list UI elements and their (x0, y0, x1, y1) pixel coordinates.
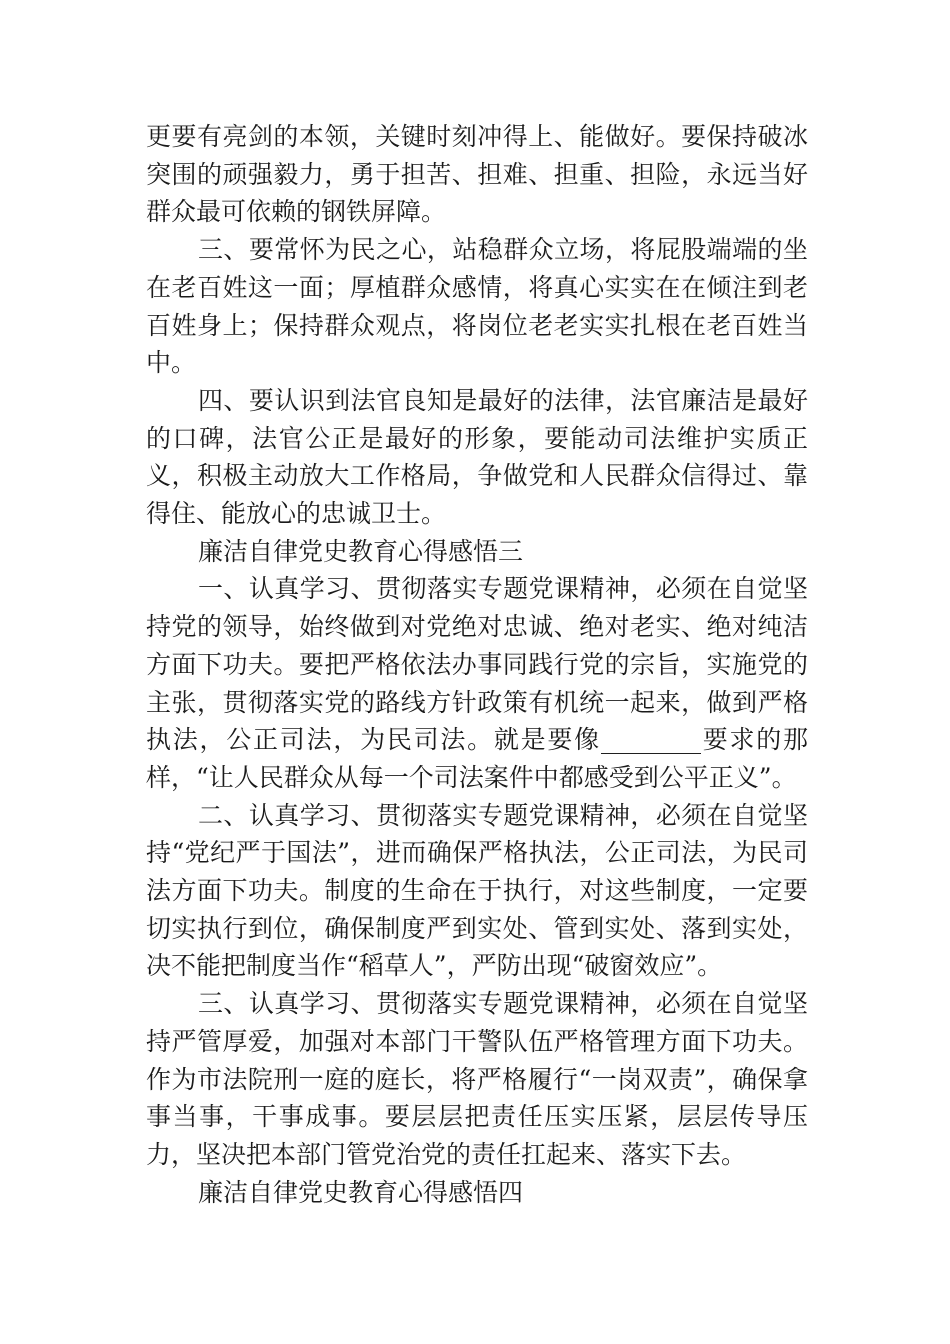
section-heading-three: 廉洁自律党史教育心得感悟三 (198, 536, 524, 566)
paragraph-section3-point-two: 二、认真学习、贯彻落实专题党课精神，必须在自觉坚持“党纪严于国法”，进而确保严格执法，公正司法，为民司法方面下功夫。制度的生命在于执行，对这些制度，一定要切实执行到位，确保制度严到实处、管到实处、落到实处，决不能把制度当作“稻草人”，严防出现“破窗效应”。 (146, 800, 808, 981)
document-body (146, 118, 808, 1211)
paragraph-continuation: 更要有亮剑的本领，关键时刻冲得上、能做好。要保持破冰突围的顽强毅力，勇于担苦、担难、担重、担险，永远当好群众最可依赖的钢铁屏障。 (146, 122, 808, 227)
paragraph-point-three: 三、要常怀为民之心，站稳群众立场，将屁股端端的坐在老百姓这一面；厚植群众感情，将真心实实在在倾注到老百姓身上；保持群众观点，将岗位老老实实扎根在老百姓当中。 (146, 235, 808, 378)
section-heading-four: 廉洁自律党史教育心得感悟四 (198, 1177, 524, 1207)
paragraph-section3-point-three: 三、认真学习、贯彻落实专题党课精神，必须在自觉坚持严管厚爱，加强对本部门干警队伍严格管理方面下功夫。作为市法院刑一庭的庭长，将严格履行“一岗双责”，确保拿事当事，干事成事。要层层把责任压实压紧，层层传导压力，坚决把本部门管党治党的责任扛起来、落实下去。 (146, 989, 808, 1169)
paragraph-point-four: 四、要认识到法官良知是最好的法律，法官廉洁是最好的口碑，法官公正是最好的形象，要能动司法维护实质正义，积极主动放大工作格局，争做党和人民群众信得过、靠得住、能放心的忠诚卫士。 (146, 385, 808, 529)
paragraph-section3-point-one: 一、认真学习、贯彻落实专题党课精神，必须在自觉坚持党的领导，始终做到对党绝对忠诚、绝对老实、绝对纯洁方面下功夫。要把严格依法办事同践行党的宗旨，实施党的主张，贯彻落实党的路线方针政策有机统一起来，做到严格执法，公正司法，为民司法。就是要像________要求的那样，“让人民群众从每一个司法案件中都感受到公平正义”。 (146, 574, 808, 792)
